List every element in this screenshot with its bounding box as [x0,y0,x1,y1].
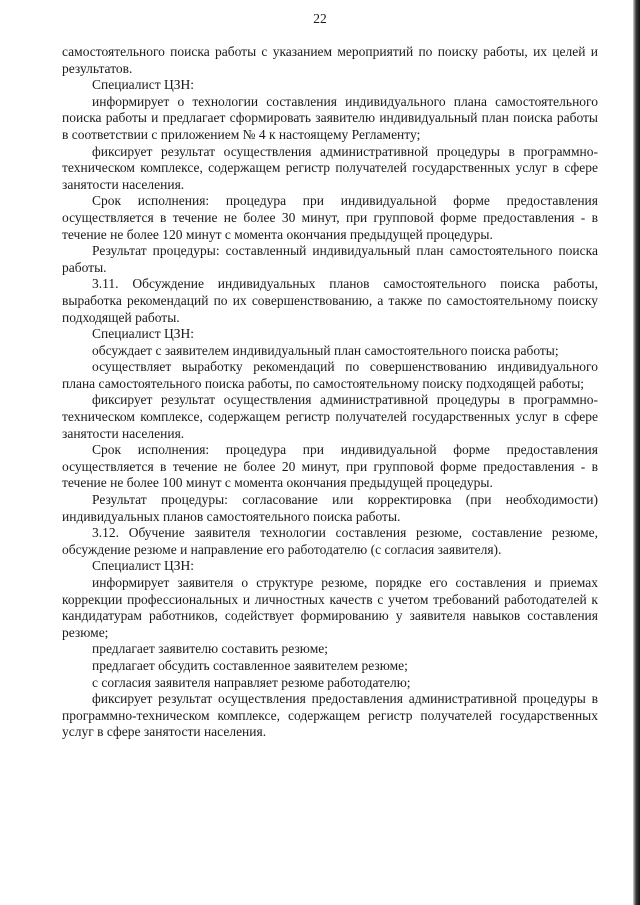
paragraph: Срок исполнения: процедура при индивидуальной форме предоставления осуществляется в течение не более 20 минут, при групповой форме предоставления - в течение не более 100 минут с момента окончания предыдущей процедуры. [62,442,598,491]
page-number: 22 [313,11,327,26]
section-heading-3-12: 3.12. Обучение заявителя технологии составления резюме, составление резюме, обсуждение резюме и направление его работодателю (с согласия заявителя). [62,525,598,557]
specialist-heading: Специалист ЦЗН: [92,558,195,574]
section-heading-3-11: 3.11. Обсуждение индивидуальных планов самостоятельного поиска работы, выработка рекомендаций по их совершенствованию, а также по самостоятельному поиску подходящей работы. [62,276,598,325]
paragraph: фиксирует результат осуществления административной процедуры в программно-техническом комплексе, содержащем регистр получателей государственных услуг в сфере занятости населения. [62,392,598,441]
specialist-heading: Специалист ЦЗН: [92,326,195,342]
paragraph: Результат процедуры: составленный индивидуальный план самостоятельного поиска работы. [62,243,598,275]
paragraph: фиксирует результат осуществления административной процедуры в программно-техническом комплексе, содержащем регистр получателей государственных услуг в сфере занятости населения. [62,143,598,192]
paragraph: Результат процедуры: согласование или корректировка (при необходимости) индивидуальных планов самостоятельного поиска работы. [62,492,598,524]
document-body [62,44,598,741]
paragraph: информирует заявителя о структуре резюме, порядке его составления и приемах коррекции профессиональных и личностных качеств с учетом требований работодателей к кандидатурам работников, содействует формированию у заявителя навыков составления резюме; [62,575,598,640]
paragraph: Срок исполнения: процедура при индивидуальной форме предоставления осуществляется в течение не более 30 минут, при групповой форме предоставления - в течение не более 120 минут с момента окончания предыдущей процедуры. [62,193,598,242]
paragraph: обсуждает с заявителем индивидуальный план самостоятельного поиска работы; [92,342,559,358]
specialist-heading: Специалист ЦЗН: [92,77,195,93]
paragraph: осуществляет выработку рекомендаций по совершенствованию индивидуального плана самостоятельного поиска работы, по самостоятельному поиску подходящей работы; [62,359,598,391]
paragraph: предлагает обсудить составленное заявителем резюме; [92,657,408,673]
scan-edge [633,0,640,905]
paragraph-continuation: самостоятельного поиска работы с указанием мероприятий по поиску работы, их целей и результатов. [62,44,598,76]
paragraph: фиксирует результат осуществления предоставления административной процедуры в программно-техническом комплексе, содержащем регистр получателей государственных услуг в сфере занятости населения. [62,691,598,740]
paragraph: информирует о технологии составления индивидуального плана самостоятельного поиска работы и предлагает сформировать заявителю индивидуальный план поиска работы в соответствии с приложением № 4 к настоящему Регламенту; [62,93,598,142]
paragraph: с согласия заявителя направляет резюме работодателю; [92,674,411,690]
paragraph: предлагает заявителю составить резюме; [92,641,328,657]
